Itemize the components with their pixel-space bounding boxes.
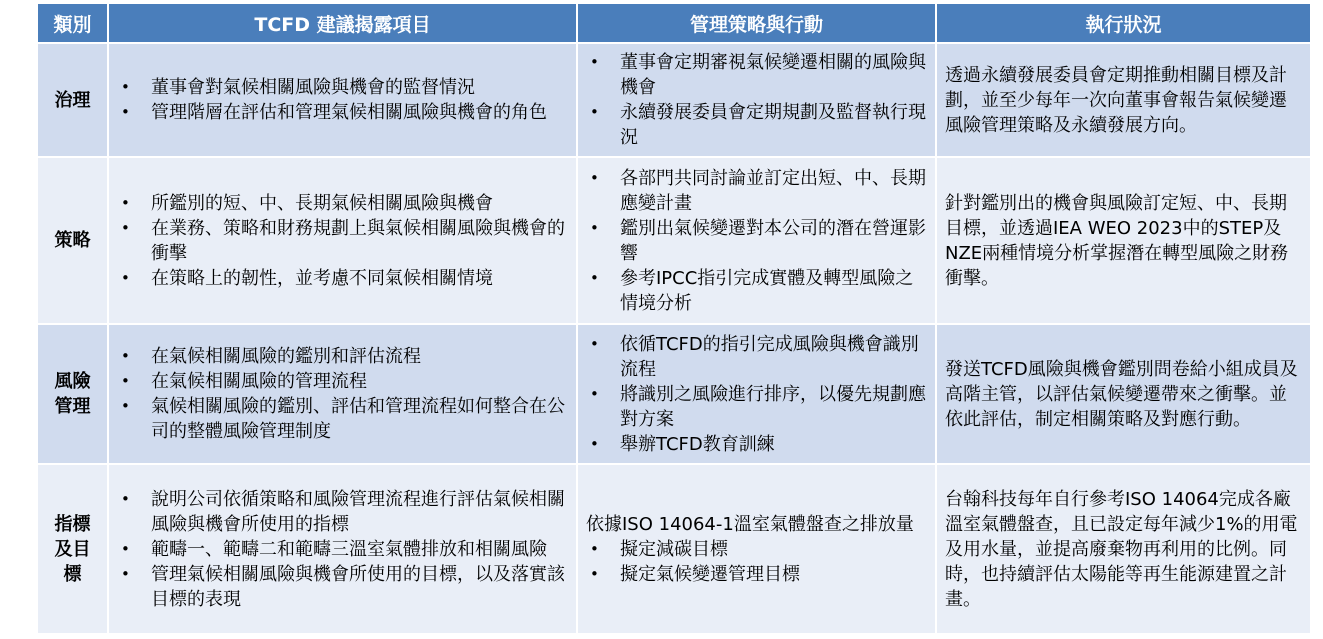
category-label: 策略 xyxy=(54,230,91,251)
status-text: 針對鑑別出的機會與風險訂定短、中、長期目標，並透過IEA WEO 2023中的STEP及NZE兩種情境分析掌握潛在轉型風險之財務衝擊。 xyxy=(945,192,1289,289)
list-item: • 將識別之風險進行排序，以優先規劃應對方案 xyxy=(586,382,927,432)
list-item: • 各部門共同討論並訂定出短、中、長期應變計畫 xyxy=(586,166,927,216)
list-item: • 董事會定期審視氣候變遷相關的風險與機會 xyxy=(586,50,927,100)
list-item: • 擬定氣候變遷管理目標 xyxy=(586,562,927,587)
category-cell xyxy=(38,157,108,324)
category-label: 治理 xyxy=(54,89,91,111)
category-cell xyxy=(38,43,108,157)
list-item: • 說明公司依循策略和風險管理流程進行評估氣候相關風險與機會所使用的指標 xyxy=(117,487,568,537)
disclosure-cell xyxy=(108,157,577,324)
category-label: 管理 xyxy=(54,396,91,417)
status-cell xyxy=(936,157,1310,324)
tcfd-disclosure-table xyxy=(38,4,1310,635)
header-status: 執行狀況 xyxy=(936,4,1310,43)
list-item: • 在氣候相關風險的管理流程 xyxy=(117,369,568,394)
category-label: 標 xyxy=(63,563,82,585)
disclosure-cell xyxy=(108,324,577,464)
actions-intro: 依據ISO 14064-1溫室氣體盤查之排放量 xyxy=(586,513,914,535)
list-item: • 在業務、策略和財務規劃上與氣候相關風險與機會的衝擊 xyxy=(117,216,568,266)
category-cell xyxy=(38,324,108,464)
actions-list xyxy=(586,332,927,457)
table-row-metrics-targets xyxy=(38,464,1310,634)
table-row-governance xyxy=(38,43,1310,157)
list-item: • 氣候相關風險的鑑別、評估和管理流程如何整合在公司的整體風險管理制度 xyxy=(117,394,568,444)
list-item: • 鑑別出氣候變遷對本公司的潛在營運影響 xyxy=(586,216,927,266)
table-row-risk-management xyxy=(38,324,1310,464)
status-cell xyxy=(936,324,1310,464)
header-disclosure: TCFD 建議揭露項目 xyxy=(108,4,577,43)
header-category: 類別 xyxy=(38,4,108,43)
list-item: • 依循TCFD的指引完成風險與機會識別流程 xyxy=(586,332,927,382)
actions-list xyxy=(586,50,927,150)
actions-cell xyxy=(577,464,936,634)
actions-list xyxy=(586,166,927,316)
list-item: • 在策略上的韌性，並考慮不同氣候相關情境 xyxy=(117,266,568,291)
status-text: 發送TCFD風險與機會鑑別問卷給小組成員及高階主管，以評估氣候變遷帶來之衝擊。並依此評估，制定相關策略及對應行動。 xyxy=(945,358,1298,430)
list-item: • 管理氣候相關風險與機會所使用的目標，以及落實該目標的表現 xyxy=(117,562,568,612)
actions-cell xyxy=(577,324,936,464)
list-item: • 永續發展委員會定期規劃及監督執行現況 xyxy=(586,100,927,150)
list-item: • 所鑑別的短、中、長期氣候相關風險與機會 xyxy=(117,191,568,216)
table-row-strategy xyxy=(38,157,1310,324)
category-label: 指標 xyxy=(54,513,91,535)
list-item: • 範疇一、範疇二和範疇三溫室氣體排放和相關風險 xyxy=(117,537,568,562)
list-item: • 董事會對氣候相關風險與機會的監督情況 xyxy=(117,75,568,100)
status-text: 透過永續發展委員會定期推動相關目標及計劃，並至少每年一次向董事會報告氣候變遷風險管理策略及永續發展方向。 xyxy=(945,64,1287,136)
disclosure-list xyxy=(117,487,568,612)
disclosure-list xyxy=(117,344,568,444)
header-strategy: 管理策略與行動 xyxy=(577,4,936,43)
category-label: 及目 xyxy=(54,538,91,560)
list-item: • 參考IPCC指引完成實體及轉型風險之情境分析 xyxy=(586,266,927,316)
disclosure-list xyxy=(117,75,568,125)
status-cell xyxy=(936,464,1310,634)
category-cell xyxy=(38,464,108,634)
category-label: 風險 xyxy=(54,371,91,392)
actions-cell xyxy=(577,157,936,324)
list-item: • 管理階層在評估和管理氣候相關風險與機會的角色 xyxy=(117,100,568,125)
list-item: • 擬定減碳目標 xyxy=(586,537,927,562)
actions-cell xyxy=(577,43,936,157)
disclosure-cell xyxy=(108,464,577,634)
status-cell xyxy=(936,43,1310,157)
header-row xyxy=(38,4,1310,43)
disclosure-cell xyxy=(108,43,577,157)
list-item: • 舉辦TCFD教育訓練 xyxy=(586,432,927,457)
status-text: 台翰科技每年自行參考ISO 14064完成各廠溫室氣體盤查，且已設定每年減少1%的用電及用水量，並提高廢棄物再利用的比例。同時，也持續評估太陽能等再生能源建置之計畫。 xyxy=(945,488,1298,610)
list-item: • 在氣候相關風險的鑑別和評估流程 xyxy=(117,344,568,369)
actions-list xyxy=(586,537,927,587)
disclosure-list xyxy=(117,191,568,291)
